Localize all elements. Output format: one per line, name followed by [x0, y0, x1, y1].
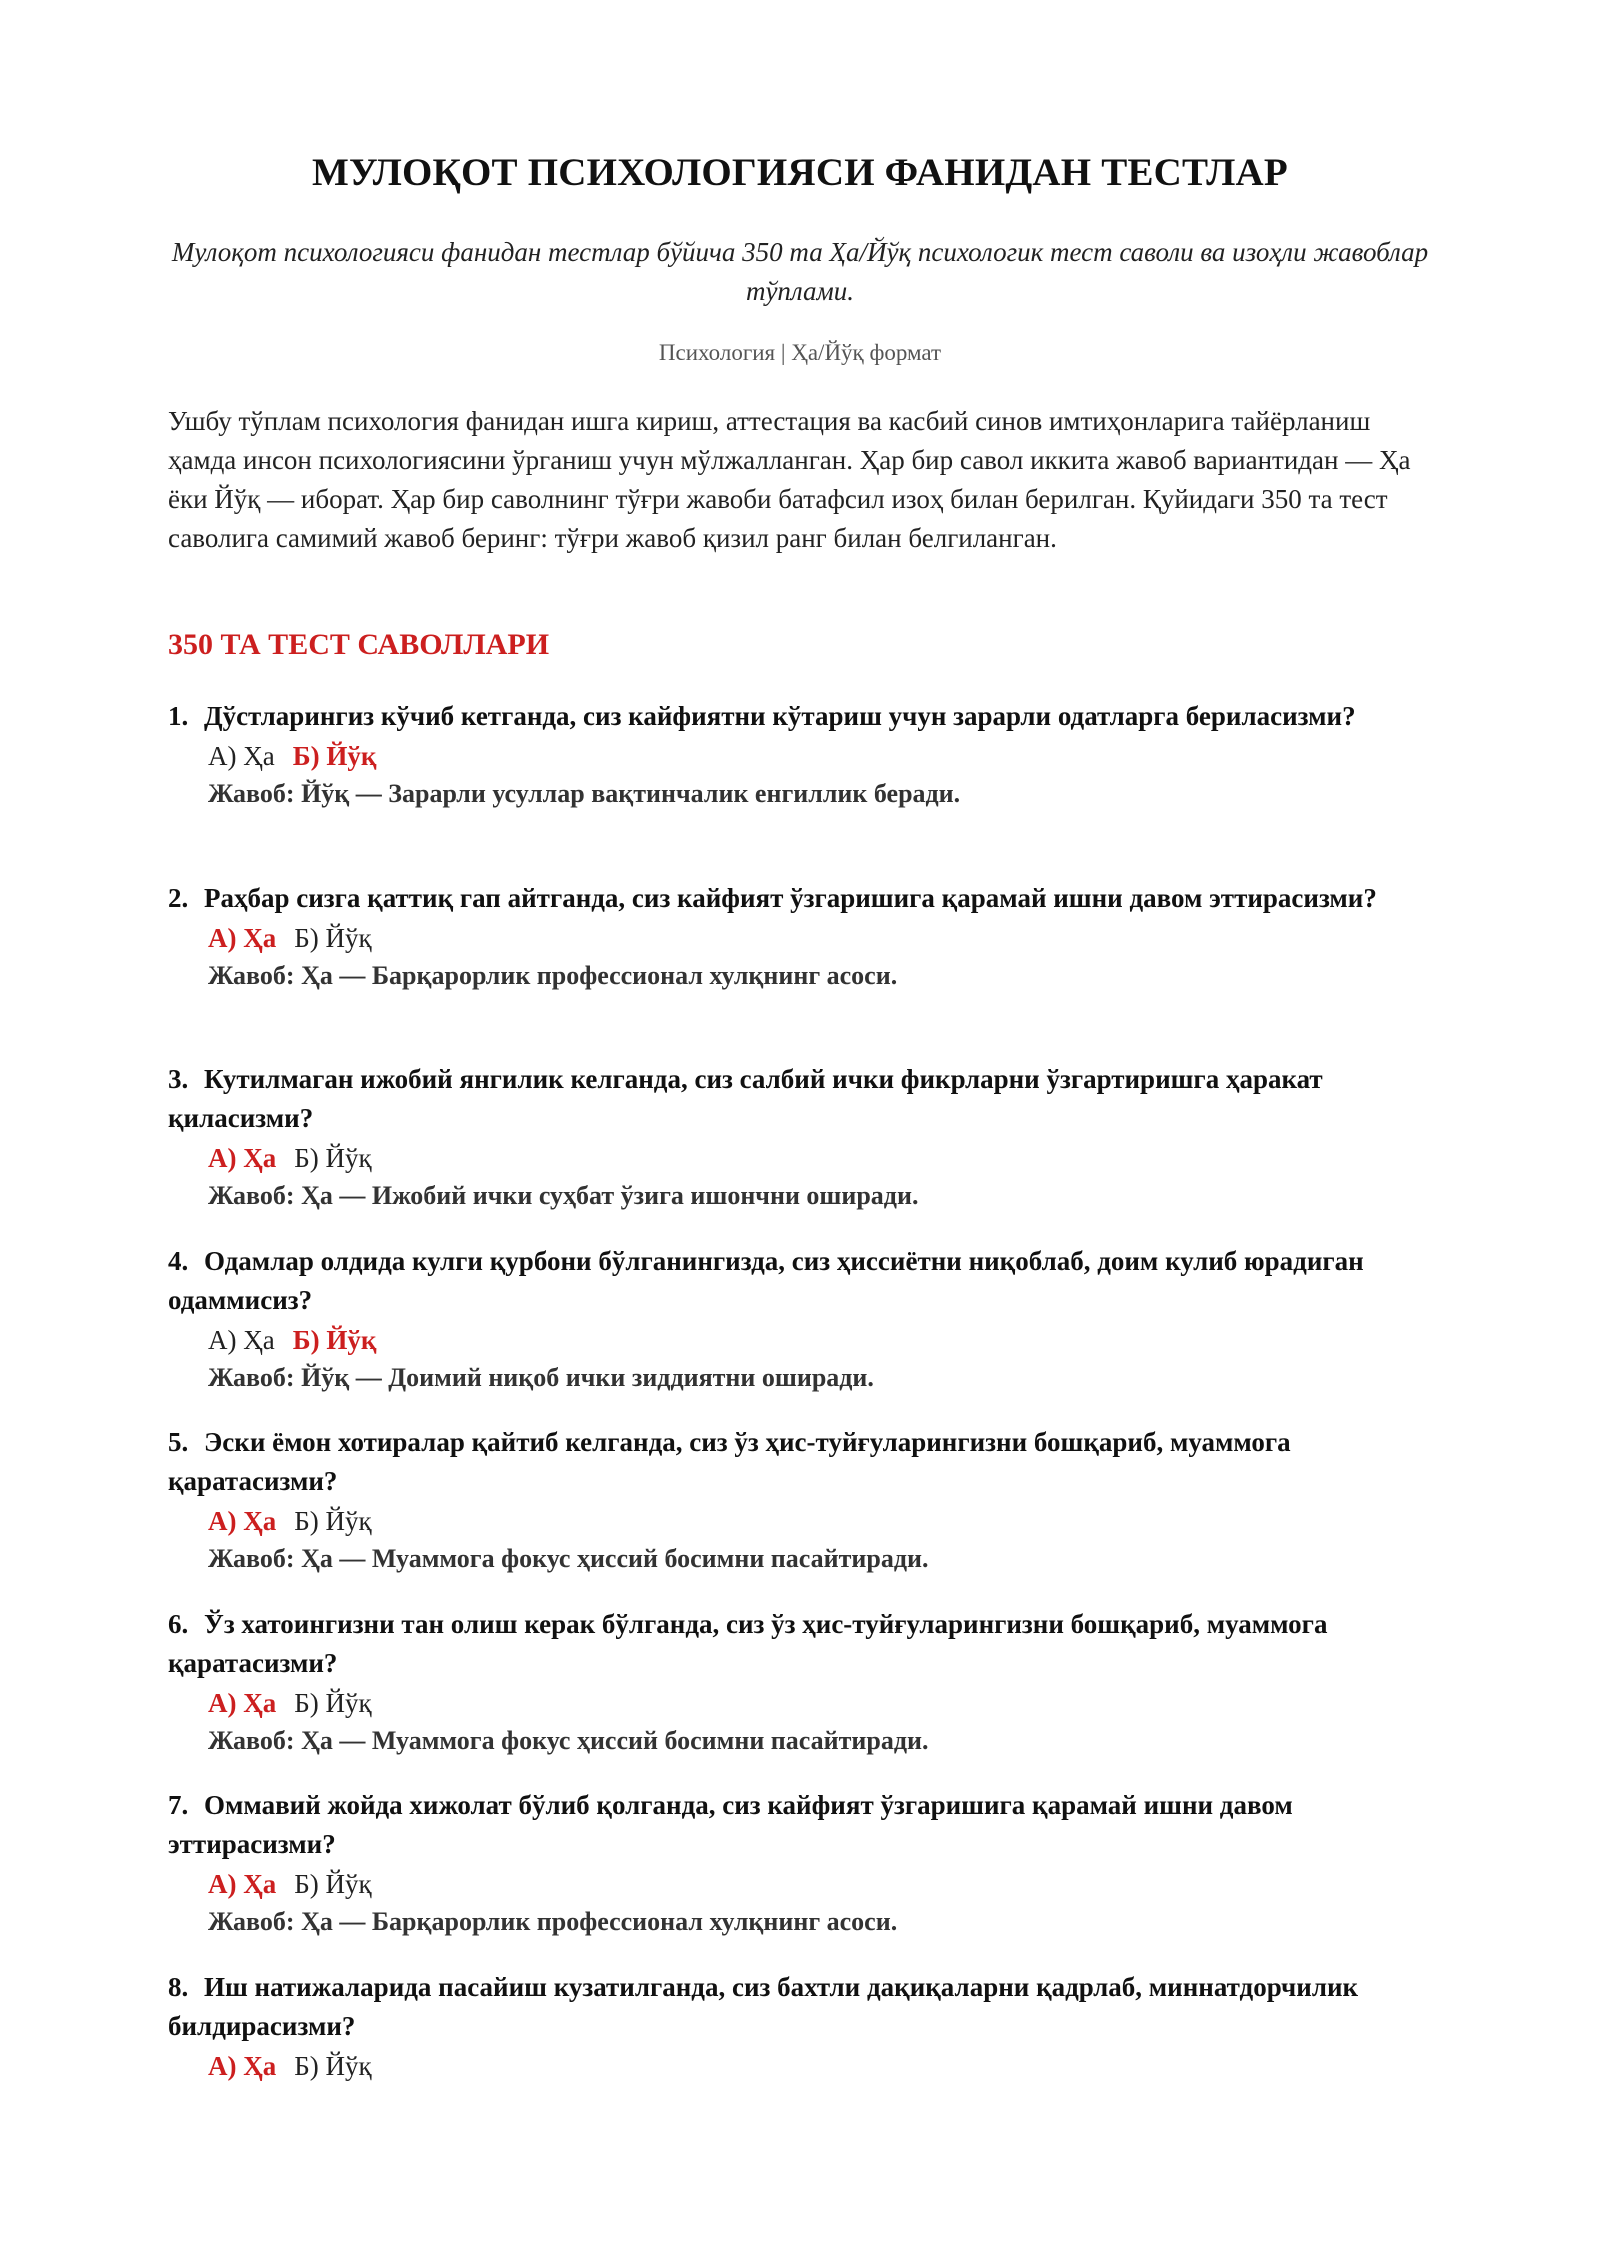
- answer-options: [208, 1502, 1438, 1539]
- question-item: [168, 1242, 1438, 1424]
- answer-options: [208, 1139, 1438, 1176]
- question-label: Одамлар олдида кулги қурбони бўлганингизда, сиз ҳиссиётни ниқоблаб, доим кулиб юрадиган одаммисиз?: [168, 1245, 1364, 1315]
- option-a: А) Ҳа: [208, 741, 275, 771]
- question-label: Иш натижаларида пасайиш кузатилганда, сиз бахтли дақиқаларни қадрлаб, миннатдорчилик билдирасизми?: [168, 1971, 1359, 2041]
- option-a: А) Ҳа: [208, 1143, 277, 1173]
- intro-paragraph: Ушбу тўплам психология фанидан ишга кириш, аттестация ва касбий синов имтиҳонларига тайёрланиш ҳамда инсон психологиясини ўрганиш учун мўлжалланган. Ҳар бир савол иккита жавоб вариантидан — Ҳа ёки Йўқ — иборат. Ҳар бир саволнинг тўғри жавоби батафсил изоҳ билан берилган. Қуйидаги 350 та тест саволига самимий жавоб беринг: тўғри жавоб қизил ранг билан белгиланган.: [168, 406, 1411, 553]
- question-label: Ўз хатоингизни тан олиш керак бўлганда, сиз ўз ҳис-туйғуларингизни бошқариб, муаммога қаратасизми?: [168, 1608, 1328, 1678]
- question-text: [168, 697, 1438, 736]
- question-item: [168, 879, 1438, 1061]
- option-b: Б) Йўқ: [294, 1869, 372, 1899]
- option-b: Б) Йўқ: [292, 741, 377, 771]
- question-item: [168, 1423, 1438, 1605]
- question-label: Дўстларингиз кўчиб кетганда, сиз кайфиятни кўтариш учун зарарли одатларга бериласизми?: [204, 701, 1356, 731]
- question-text: [168, 879, 1438, 918]
- answer-options: [208, 2047, 1438, 2084]
- question-item: [168, 1605, 1438, 1787]
- question-item: [168, 1968, 1438, 2150]
- option-b: Б) Йўқ: [294, 1506, 372, 1536]
- answer-explanation: Жавоб: Йўқ — Зарарли усуллар вақтинчалик енгиллик беради.: [208, 779, 961, 808]
- option-a: А) Ҳа: [208, 1506, 277, 1536]
- question-number: 4.: [168, 1245, 189, 1276]
- question-text: [168, 1242, 1438, 1320]
- question-label: Оммавий жойда хижолат бўлиб қолганда, сиз кайфият ўзгаришига қарамай ишни давом эттирасизми?: [168, 1790, 1293, 1859]
- document-meta: Психология | Ҳа/Йўқ формат: [658, 340, 942, 365]
- answer-explanation: Жавоб: Йўқ — Доимий ниқоб ички зиддиятни оширади.: [208, 1362, 874, 1392]
- question-label: Эски ёмон хотиралар қайтиб келганда, сиз ўз ҳис-туйғуларингизни бошқариб, муаммога қаратасизми?: [168, 1427, 1291, 1496]
- question-item: [168, 1786, 1438, 1968]
- option-a: А) Ҳа: [208, 1869, 277, 1899]
- answer-explanation: Жавоб: Ҳа — Муаммога фокус ҳиссий босимни пасайтиради.: [208, 1725, 929, 1755]
- document-subtitle: Мулоқот психологияси фанидан тестлар бўйича 350 та Ҳа/Йўқ психологик тест саволи ва изоҳли жавоблар тўплами.: [171, 237, 1429, 306]
- question-number: 7.: [168, 1790, 189, 1820]
- option-a: А) Ҳа: [208, 2050, 277, 2081]
- answer-options: [208, 919, 1438, 956]
- document-title: МУЛОҚОТ ПСИХОЛОГИЯСИ ФАНИДАН ТЕСТЛАР: [312, 151, 1288, 194]
- answer-explanation: Жавоб: Ҳа — Ижобий ички суҳбат ўзига ишончни оширади.: [208, 1181, 919, 1210]
- answer-explanation: Жавоб: Ҳа — Муаммога фокус ҳиссий босимни пасайтиради.: [208, 1544, 929, 1573]
- question-text: [168, 1423, 1438, 1501]
- question-text: [168, 1060, 1438, 1138]
- question-number: 2.: [168, 882, 189, 913]
- question-label: Кутилмаган ижобий янгилик келганда, сиз салбий ички фикрларни ўзгартиришга ҳаракат қиласизми?: [168, 1064, 1323, 1133]
- question-text: [168, 1786, 1438, 1864]
- option-b: Б) Йўқ: [294, 922, 372, 953]
- question-number: 5.: [168, 1427, 189, 1457]
- question-text: [168, 1968, 1438, 2046]
- option-b: Б) Йўқ: [292, 1324, 377, 1355]
- option-a: А) Ҳа: [208, 922, 277, 953]
- question-item: [168, 1060, 1438, 1242]
- question-number: 6.: [168, 1608, 189, 1639]
- question-label: Раҳбар сизга қаттиқ гап айтганда, сиз кайфият ўзгаришига қарамай ишни давом эттирасизми?: [204, 882, 1377, 913]
- answer-explanation: Жавоб: Ҳа — Барқарорлик профессионал хулқнинг асоси.: [208, 960, 898, 990]
- answer-options: [208, 737, 1438, 774]
- question-list: [168, 697, 1438, 2149]
- question-number: 3.: [168, 1064, 189, 1094]
- option-b: Б) Йўқ: [294, 2050, 372, 2081]
- option-b: Б) Йўқ: [294, 1687, 372, 1718]
- answer-options: [208, 1321, 1438, 1358]
- answer-options: [208, 1865, 1438, 1902]
- answer-explanation: Жавоб: Ҳа — Барқарорлик профессионал хулқнинг асоси.: [208, 1907, 898, 1936]
- answer-options: [208, 1684, 1438, 1721]
- option-b: Б) Йўқ: [294, 1143, 372, 1173]
- option-a: А) Ҳа: [208, 1687, 277, 1718]
- question-text: [168, 1605, 1438, 1683]
- question-item: [168, 697, 1438, 879]
- question-number: 1.: [168, 701, 189, 731]
- question-number: 8.: [168, 1971, 189, 2002]
- option-a: А) Ҳа: [208, 1324, 275, 1355]
- section-heading: 350 ТА ТЕСТ САВОЛЛАРИ: [168, 628, 550, 661]
